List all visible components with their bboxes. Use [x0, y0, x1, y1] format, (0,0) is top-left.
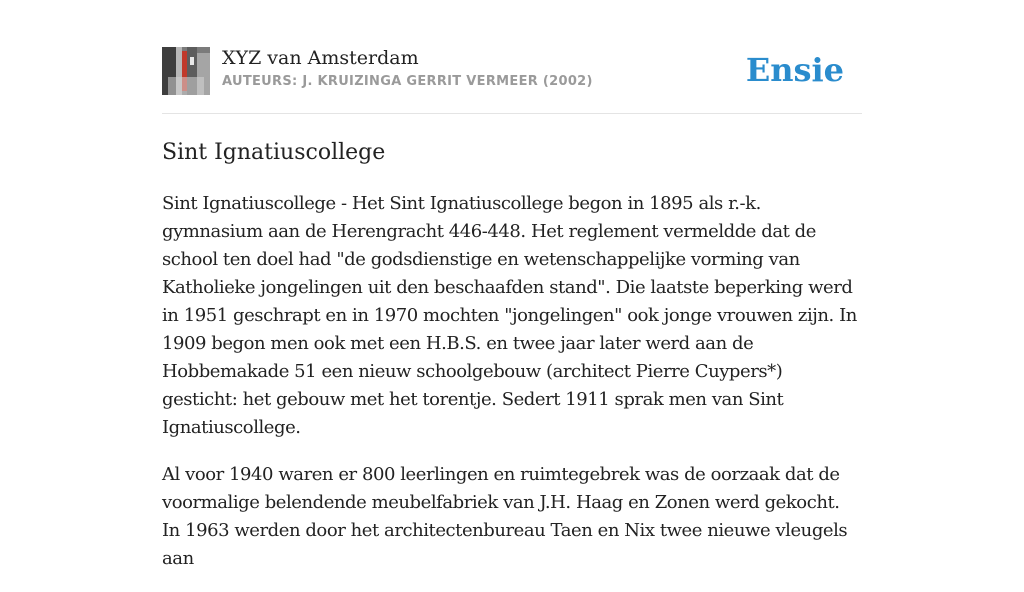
article-title: Sint Ignatiuscollege — [162, 140, 386, 165]
source-authors: AUTEURS: J. KRUIZINGA GERRIT VERMEER (2002) — [222, 74, 593, 89]
source-avatar[interactable] — [162, 47, 210, 95]
source-title[interactable]: XYZ van Amsterdam — [222, 47, 419, 69]
article-paragraph: Al voor 1940 waren er 800 leerlingen en ruimtegebrek was de oorzaak dat de voormalige belendende meubelfabriek van J.H. Haag en Zonen werd gekocht. In 1963 werden door het architectenbureau Taen en Nix twee nieuwe vleugels aan — [162, 464, 848, 569]
source-header — [162, 46, 862, 96]
article-body — [162, 190, 862, 592]
ensie-logo[interactable]: Ensie — [745, 51, 844, 89]
article-paragraph: Sint Ignatiuscollege - Het Sint Ignatiuscollege begon in 1895 als r.-k. gymnasium aan de Herengracht 446-448. Het reglement vermeldde dat de school ten doel had "de godsdienstige en wetenschappelijke vorming van Katholieke jongelingen uit den beschaafden stand". Die laatste beperking werd in 1951 geschrapt en in 1970 mochten "jongelingen" ook jonge vrouwen zijn. In 1909 begon men ook met een H.B.S. en twee jaar later werd aan de Hobbemakade 51 een nieuw schoolgebouw (architect Pierre Cuypers*) gesticht: het gebouw met het torentje. Sedert 1911 sprak men van Sint Ignatiuscollege. — [162, 193, 857, 438]
header-divider — [162, 113, 862, 114]
book-cover-icon — [162, 47, 210, 95]
